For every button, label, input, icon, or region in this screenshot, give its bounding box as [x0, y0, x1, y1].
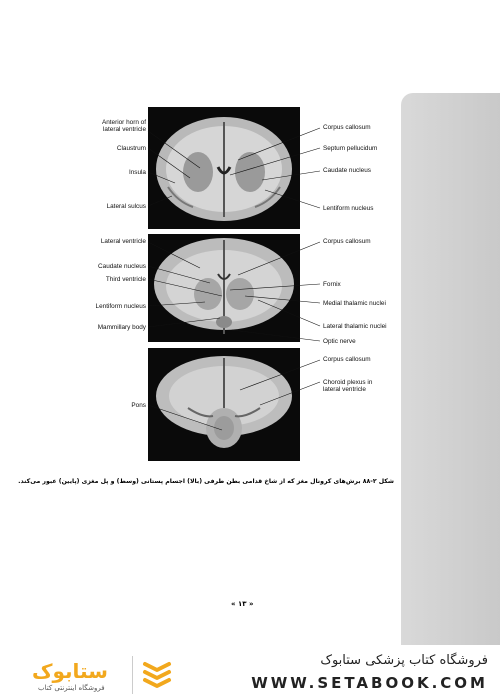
label-medial-thalamic-nuclei: Medial thalamic nuclei	[323, 300, 386, 307]
label-lateral-sulcus: Lateral sulcus	[106, 203, 146, 210]
label-anterior-horn-line2: lateral ventricle	[103, 126, 146, 133]
label-corpus-callosum-2: Corpus callosum	[323, 238, 371, 245]
logo-divider	[132, 656, 133, 694]
label-anterior-horn-line1: Anterior horn of	[101, 119, 146, 126]
label-caudate-nucleus-2: Caudate nucleus	[98, 263, 146, 270]
shop-url[interactable]: WWW.SETABOOK.COM	[251, 674, 488, 692]
page-number: « ۱۳ »	[231, 600, 254, 608]
label-corpus-callosum-1: Corpus callosum	[323, 124, 371, 131]
label-mammillary-body: Mammillary body	[97, 324, 146, 331]
figure-caption: شکل ۲-۸۸ برش‌های کرونال مغز که از شاخ قدامی بطن طرفی (بالا) اجسام پستانی (وسط) و پل مغزی (پایین) عبور می‌کند.	[18, 478, 394, 485]
label-claustrum: Claustrum	[116, 145, 146, 152]
label-lentiform-nucleus-2: Lentiform nucleus	[95, 303, 146, 310]
label-choroid-plexus-line1: Choroid plexus in	[323, 379, 373, 386]
label-corpus-callosum-3: Corpus callosum	[323, 356, 371, 363]
label-pons: Pons	[131, 402, 146, 409]
label-fornix: Fornix	[323, 281, 341, 288]
label-caudate-nucleus-1: Caudate nucleus	[323, 167, 371, 174]
label-septum-pellucidum: Septum pellucidum	[323, 145, 378, 152]
label-optic-nerve: Optic nerve	[323, 338, 356, 345]
logo-subtitle: فروشگاه اینترنتی کتاب	[38, 684, 105, 692]
book-stack-icon	[142, 658, 172, 690]
label-lateral-ventricle: Lateral ventricle	[100, 238, 146, 245]
logo-text: ستابوک	[32, 659, 108, 683]
label-insula: Insula	[128, 169, 146, 176]
label-choroid-plexus-line2: lateral ventricle	[323, 386, 366, 393]
label-lateral-thalamic-nuclei: Lateral thalamic nuclei	[323, 323, 387, 330]
label-lentiform-nucleus-1: Lentiform nucleus	[323, 205, 374, 212]
label-third-ventricle: Third ventricle	[105, 276, 146, 283]
shop-title: فروشگاه کتاب پزشکی ستابوک	[320, 653, 488, 668]
